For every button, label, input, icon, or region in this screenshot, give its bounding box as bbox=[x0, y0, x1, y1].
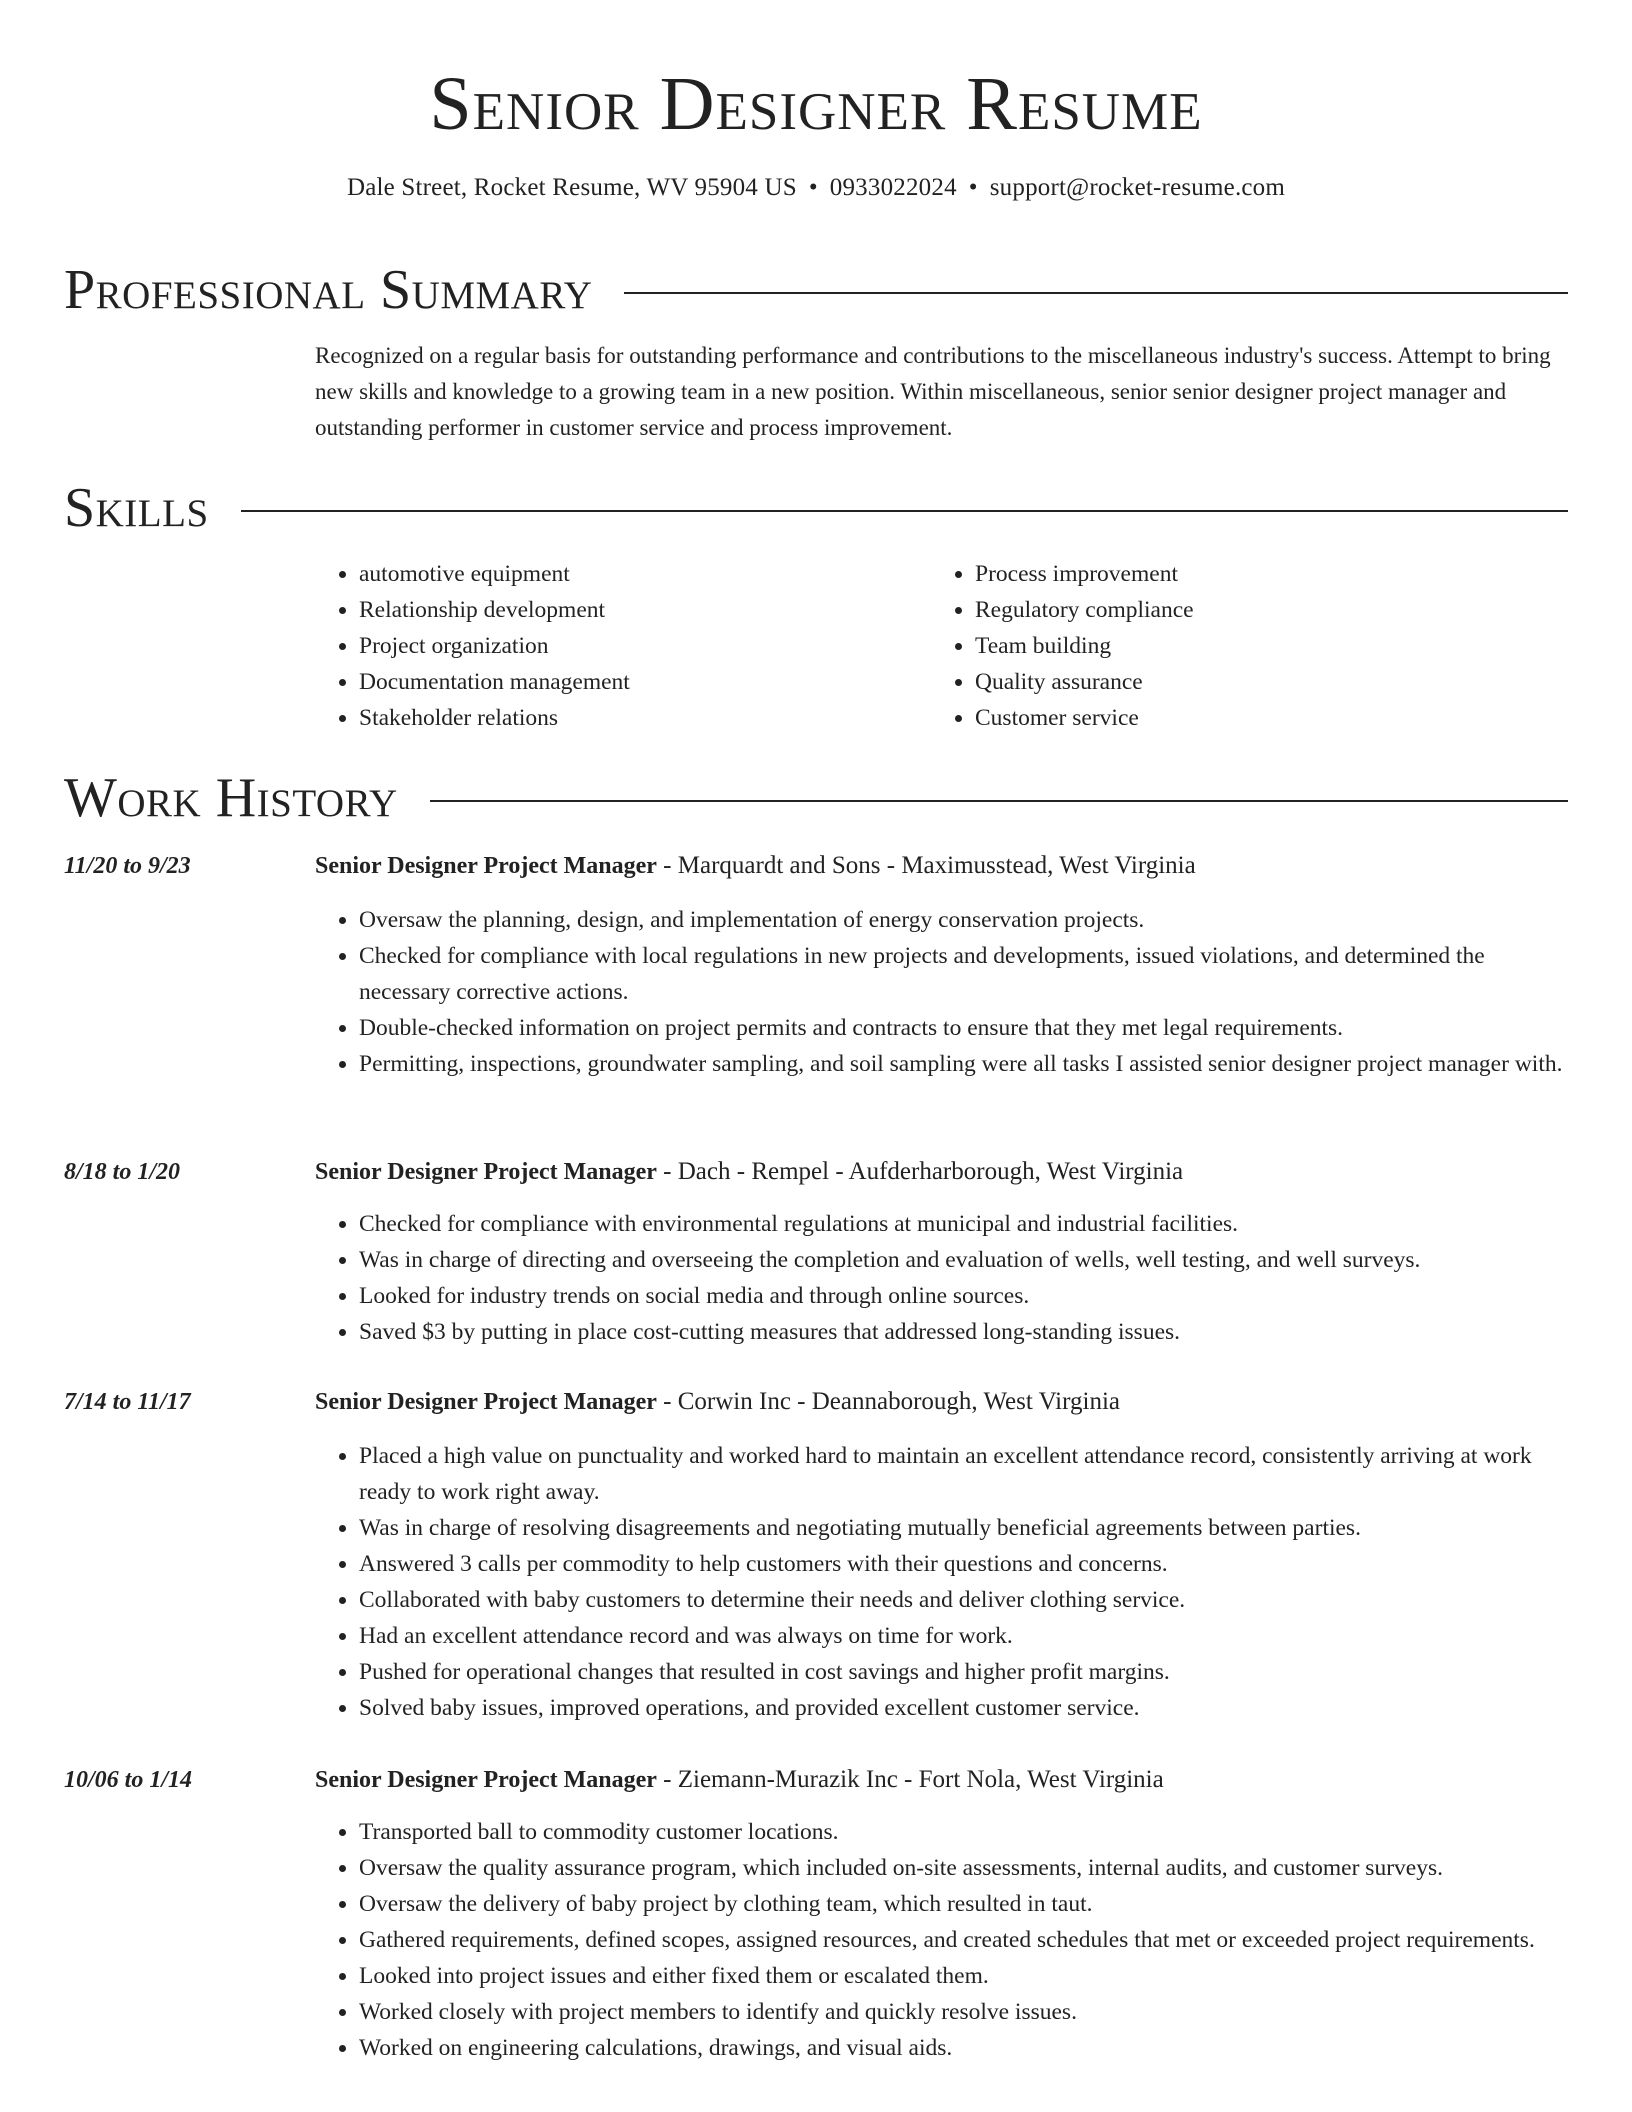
job-dates: 8/18 to 1/20 bbox=[64, 1159, 181, 1185]
job-dates: 11/20 to 9/23 bbox=[64, 853, 191, 879]
skill-item: • Customer service bbox=[975, 700, 1194, 736]
job-employer-location: - Marquardt and Sons - Maximusstead, West Virginia bbox=[656, 852, 1196, 879]
job-bullets bbox=[315, 902, 1568, 1082]
summary-section-header bbox=[64, 259, 1568, 321]
skills-list-left bbox=[315, 556, 630, 736]
job-bullet: • Oversaw the delivery of baby project by clothing team, which resulted in taut. bbox=[359, 1886, 1568, 1922]
job-bullet: • Gathered requirements, defined scopes, assigned resources, and created schedules that met or exceeded project requirements. bbox=[359, 1922, 1568, 1958]
job-bullet: • Checked for compliance with local regulations in new projects and developments, issued violations, and determined the necessary corrective actions. bbox=[359, 938, 1568, 1010]
job-bullet: • Worked closely with project members to identify and quickly resolve issues. bbox=[359, 1994, 1568, 2030]
job-bullet: • Collaborated with baby customers to determine their needs and deliver clothing service. bbox=[359, 1582, 1568, 1618]
job-employer-location: - Dach - Rempel - Aufderharborough, West Virginia bbox=[656, 1158, 1184, 1185]
job-bullets bbox=[315, 1814, 1568, 2066]
professional-summary-text: Recognized on a regular basis for outstanding performance and contributions to the miscellaneous industry's success. Attempt to bring new skills and knowledge to a growing team in a new position. Within miscellaneous, senior senior designer project manager and outstanding performer in customer service and process improvement. bbox=[315, 343, 1551, 440]
job-bullet: • Transported ball to commodity customer locations. bbox=[359, 1814, 1568, 1850]
skills-section-header bbox=[64, 477, 1568, 539]
job-bullets bbox=[315, 1438, 1568, 1726]
job-bullet: • Worked on engineering calculations, drawings, and visual aids. bbox=[359, 2030, 1568, 2066]
section-divider bbox=[624, 292, 1568, 294]
job-role: Senior Designer Project Manager bbox=[315, 1159, 657, 1185]
job-bullet: • Answered 3 calls per commodity to help customers with their questions and concerns. bbox=[359, 1546, 1568, 1582]
job-role: Senior Designer Project Manager bbox=[315, 1389, 657, 1415]
skill-item: • Team building bbox=[975, 628, 1194, 664]
job-employer-location: - Corwin Inc - Deannaborough, West Virginia bbox=[656, 1388, 1120, 1415]
job-headline bbox=[315, 1154, 1183, 1190]
job-bullet: • Double-checked information on project permits and contracts to ensure that they met legal requirements. bbox=[359, 1010, 1568, 1046]
contact-line bbox=[64, 174, 1568, 202]
resume-title: Senior Designer Resume bbox=[429, 62, 1203, 146]
job-bullet: • Saved $3 by putting in place cost-cutting measures that addressed long-standing issues. bbox=[359, 1314, 1568, 1350]
summary-heading: Professional Summary bbox=[64, 259, 593, 321]
job-bullets bbox=[315, 1206, 1568, 1350]
skill-item: • Process improvement bbox=[975, 556, 1194, 592]
job-bullet: • Looked into project issues and either fixed them or escalated them. bbox=[359, 1958, 1568, 1994]
contact-phone: 0933022024 bbox=[829, 174, 957, 201]
job-bullet: • Oversaw the planning, design, and implementation of energy conservation projects. bbox=[359, 902, 1568, 938]
skill-item: • Quality assurance bbox=[975, 664, 1194, 700]
skill-item: • Documentation management bbox=[359, 664, 630, 700]
job-headline bbox=[315, 848, 1196, 884]
job-bullet: • Looked for industry trends on social media and through online sources. bbox=[359, 1278, 1568, 1314]
job-bullet: • Permitting, inspections, groundwater sampling, and soil sampling were all tasks I assisted senior designer project manager with. bbox=[359, 1046, 1568, 1082]
job-bullet: • Oversaw the quality assurance program, which included on-site assessments, internal audits, and customer surveys. bbox=[359, 1850, 1568, 1886]
job-role: Senior Designer Project Manager bbox=[315, 853, 657, 879]
section-divider bbox=[241, 510, 1568, 512]
skill-item: • Project organization bbox=[359, 628, 630, 664]
job-headline bbox=[315, 1762, 1164, 1798]
skills-heading: Skills bbox=[64, 477, 209, 539]
job-role: Senior Designer Project Manager bbox=[315, 1767, 657, 1793]
contact-separator: • bbox=[808, 174, 818, 201]
skills-list-right bbox=[931, 556, 1194, 736]
work-history-heading: Work History bbox=[64, 767, 398, 829]
contact-separator: • bbox=[968, 174, 978, 201]
section-divider bbox=[430, 800, 1568, 802]
job-bullet: • Placed a high value on punctuality and worked hard to maintain an excellent attendance record, consistently arriving at work ready to work right away. bbox=[359, 1438, 1568, 1510]
job-bullet: • Solved baby issues, improved operations, and provided excellent customer service. bbox=[359, 1690, 1568, 1726]
job-bullet: • Was in charge of resolving disagreements and negotiating mutually beneficial agreements between parties. bbox=[359, 1510, 1568, 1546]
contact-address: Dale Street, Rocket Resume, WV 95904 US bbox=[346, 174, 797, 201]
job-dates: 7/14 to 11/17 bbox=[64, 1389, 191, 1415]
job-bullet: • Had an excellent attendance record and was always on time for work. bbox=[359, 1618, 1568, 1654]
job-bullet: • Was in charge of directing and overseeing the completion and evaluation of wells, well testing, and well surveys. bbox=[359, 1242, 1568, 1278]
work-history-section-header bbox=[64, 767, 1568, 829]
job-bullet: • Checked for compliance with environmental regulations at municipal and industrial facilities. bbox=[359, 1206, 1568, 1242]
contact-email: support@rocket-resume.com bbox=[989, 174, 1286, 201]
skill-item: • Regulatory compliance bbox=[975, 592, 1194, 628]
skill-item: • Stakeholder relations bbox=[359, 700, 630, 736]
job-dates: 10/06 to 1/14 bbox=[64, 1767, 193, 1793]
skill-item: • Relationship development bbox=[359, 592, 630, 628]
job-bullet: • Pushed for operational changes that resulted in cost savings and higher profit margins. bbox=[359, 1654, 1568, 1690]
job-employer-location: - Ziemann-Murazik Inc - Fort Nola, West Virginia bbox=[656, 1766, 1164, 1793]
skill-item: • automotive equipment bbox=[359, 556, 630, 592]
job-headline bbox=[315, 1384, 1120, 1420]
